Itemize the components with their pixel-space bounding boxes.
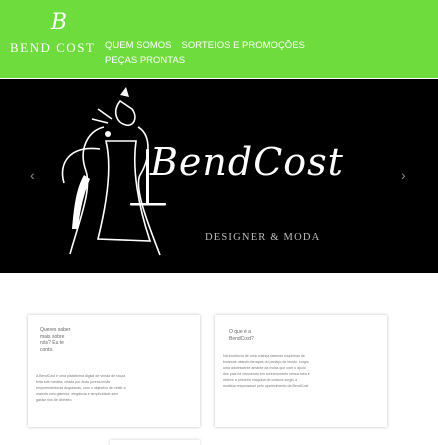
- about-card-left: [28, 315, 200, 427]
- accent-dot: [105, 131, 111, 137]
- nav-item-sorteios[interactable]: SORTEIOS E PROMOÇÕES: [181, 40, 305, 51]
- carousel-next-icon[interactable]: ›: [401, 167, 406, 183]
- hero-brand-title: BendCost: [150, 140, 344, 184]
- mannequin-head: [116, 101, 135, 125]
- main-nav: [100, 38, 330, 68]
- card-title: O que é a BendCost?: [229, 329, 254, 342]
- nav-item-pecas-prontas[interactable]: PEÇAS PRONTAS: [105, 55, 186, 66]
- figure-fill-left: [72, 175, 90, 229]
- site-header: [0, 0, 438, 78]
- logo-icon[interactable]: B: [50, 10, 68, 35]
- about-card-right: [215, 315, 387, 427]
- stand-base: [130, 203, 166, 206]
- stand-pole: [146, 149, 149, 205]
- hero-subtitle: DESIGNER & MODA: [205, 232, 321, 243]
- arm-line: [63, 148, 101, 183]
- card-title: Queres saber mais sobre nós? Eu te conto.: [40, 327, 71, 353]
- card-body: A BendCost é uma plataforma digital de venda de roupa feita sob medida, criada por duas jovens irmãs empreendedoras Angolanas, com o objectivo de vestir a maioria com glamour, elegância e simplicidade sem gastar rios de dinheiro.: [36, 374, 126, 402]
- carousel-prev-icon[interactable]: ‹: [30, 167, 35, 183]
- next-card-edge: [110, 440, 200, 445]
- card-body: Na inocência de uma criança fazendo roupinhas de bonecas usando farrapos ou pedaço de tecido, surgio uma adolescente amante da moda que com o apoio dos pais foi crescendo em conhecimento nessa área e obteve a primeira maquina de costura surgio a modista responsavel pelo aparecimento da BendCost: [223, 354, 310, 388]
- hair-strokes: [92, 109, 112, 123]
- crown-accent: [120, 87, 129, 97]
- dress-outline: [98, 141, 150, 241]
- logo-text[interactable]: BEND COST: [10, 40, 96, 55]
- nav-item-quem-somos[interactable]: QUEM SOMOS: [105, 40, 172, 51]
